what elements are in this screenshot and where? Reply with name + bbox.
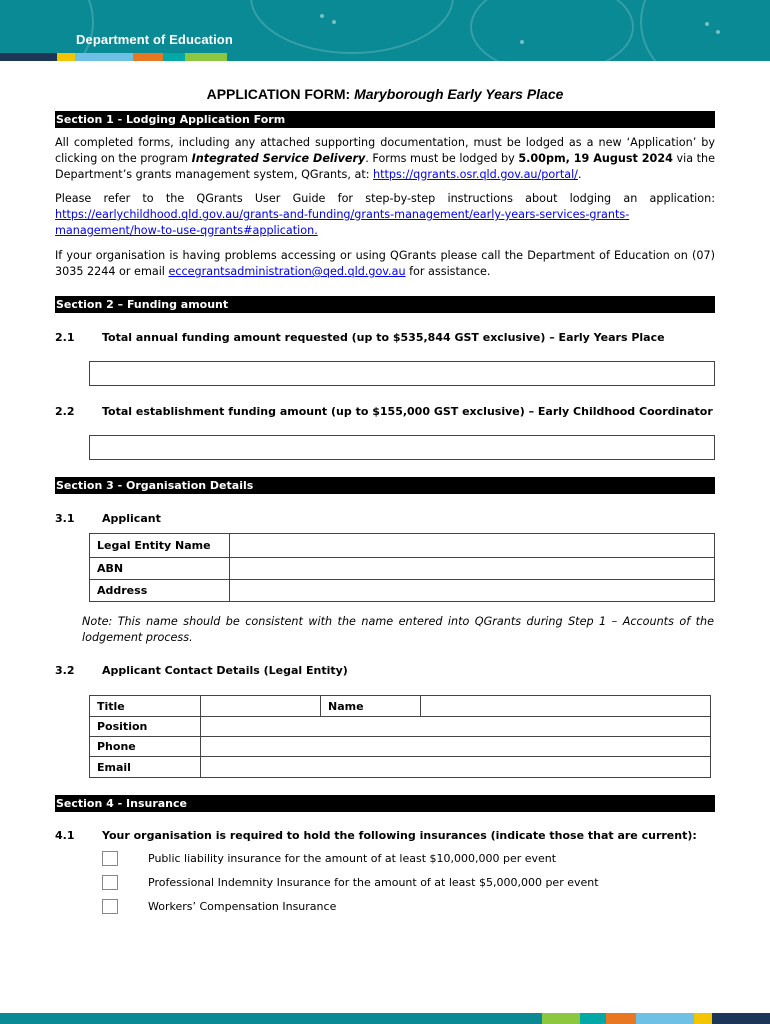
section-1-paragraph-3 bbox=[55, 248, 715, 280]
table-row bbox=[90, 696, 711, 717]
decorative-dot bbox=[705, 22, 709, 26]
phone-field[interactable] bbox=[201, 737, 711, 757]
section-1-heading: Section 1 - Lodging Application Form bbox=[55, 111, 715, 128]
workers-compensation-checkbox[interactable] bbox=[102, 899, 118, 914]
department-name: Department of Education bbox=[76, 32, 233, 47]
title-field[interactable] bbox=[201, 696, 321, 717]
decorative-pattern bbox=[640, 0, 770, 61]
public-liability-label: Public liability insurance for the amount of at least $10,000,000 per event bbox=[148, 852, 557, 865]
question-4-1-label: Your organisation is required to hold the following insurances (indicate those that are current): bbox=[102, 829, 697, 842]
color-stripe bbox=[542, 1013, 580, 1024]
color-stripe bbox=[0, 53, 57, 61]
question-2-2-label: Total establishment funding amount (up to $155,000 GST exclusive) – Early Childhood Coordinator bbox=[102, 405, 713, 418]
table-row bbox=[90, 558, 715, 580]
legal-entity-name-field[interactable] bbox=[230, 534, 715, 558]
decorative-dot bbox=[716, 30, 720, 34]
text: . bbox=[577, 168, 582, 181]
question-number: 3.1 bbox=[55, 512, 75, 525]
section-1-paragraph-1 bbox=[55, 135, 715, 183]
table-row bbox=[90, 737, 711, 757]
address-field[interactable] bbox=[230, 580, 715, 602]
question-2-1-label: Total annual funding amount requested (up to $535,844 GST exclusive) – Early Years Place bbox=[102, 331, 665, 344]
workers-compensation-label: Workers’ Compensation Insurance bbox=[148, 900, 337, 913]
legal-entity-name-label: Legal Entity Name bbox=[90, 534, 230, 558]
qgrants-guide-link[interactable]: https://earlychildhood.qld.gov.au/grants-and-funding/grants-management/early-years-services-grants-management/how-to-use-qgrants#application. bbox=[55, 208, 630, 237]
annual-funding-input[interactable] bbox=[89, 361, 715, 386]
decorative-pattern bbox=[470, 0, 634, 61]
applicant-table bbox=[89, 533, 715, 602]
abn-field[interactable] bbox=[230, 558, 715, 580]
text: All completed forms, including any attached supporting documentation, must be lodged as a new ‘Application’ by clicking on the program bbox=[55, 136, 715, 165]
text: If your organisation is having problems accessing or using QGrants please call the Department of Education on (07) 3035 2244 or email bbox=[55, 249, 715, 278]
question-3-2-label: Applicant Contact Details (Legal Entity) bbox=[102, 664, 348, 677]
text: . Forms must be lodged by bbox=[365, 152, 519, 165]
position-field[interactable] bbox=[201, 717, 711, 737]
color-stripe bbox=[694, 1013, 712, 1024]
table-row bbox=[90, 534, 715, 558]
deadline: 5.00pm, 19 August 2024 bbox=[518, 152, 673, 165]
table-row bbox=[90, 717, 711, 737]
text: Please refer to the QGrants User Guide for step-by-step instructions about lodging an application: bbox=[55, 192, 715, 205]
position-label: Position bbox=[90, 717, 201, 737]
color-stripe bbox=[712, 1013, 770, 1024]
color-stripe bbox=[57, 53, 75, 61]
color-stripe bbox=[163, 53, 185, 61]
section-4-heading: Section 4 - Insurance bbox=[55, 795, 715, 812]
establishment-funding-input[interactable] bbox=[89, 435, 715, 460]
email-label: Email bbox=[90, 757, 201, 778]
phone-label: Phone bbox=[90, 737, 201, 757]
color-stripe bbox=[75, 53, 133, 61]
professional-indemnity-label: Professional Indemnity Insurance for the amount of at least $5,000,000 per event bbox=[148, 876, 599, 889]
applicant-note: Note: This name should be consistent with the name entered into QGrants during Step 1 – Accounts of the lodgement process. bbox=[82, 615, 714, 644]
professional-indemnity-checkbox[interactable] bbox=[102, 875, 118, 890]
question-number: 4.1 bbox=[55, 829, 75, 842]
question-3-1-label: Applicant bbox=[102, 512, 161, 525]
text: via the Department’s grants management system, QGrants, at: bbox=[55, 152, 715, 181]
title-prefix: APPLICATION FORM: bbox=[206, 86, 355, 102]
program-name: Integrated Service Delivery bbox=[191, 152, 366, 165]
page-title bbox=[0, 86, 770, 102]
decorative-pattern bbox=[250, 0, 454, 54]
color-stripe bbox=[133, 53, 163, 61]
name-label: Name bbox=[321, 696, 421, 717]
color-stripe bbox=[606, 1013, 636, 1024]
email-field[interactable] bbox=[201, 757, 711, 778]
name-field[interactable] bbox=[421, 696, 711, 717]
decorative-pattern bbox=[0, 0, 94, 61]
decorative-dot bbox=[320, 14, 324, 18]
table-row bbox=[90, 757, 711, 778]
title-program-name: Maryborough Early Years Place bbox=[354, 86, 564, 102]
section-3-heading: Section 3 - Organisation Details bbox=[55, 477, 715, 494]
section-2-heading: Section 2 – Funding amount bbox=[55, 296, 715, 313]
decorative-dot bbox=[520, 40, 524, 44]
section-1-paragraph-2 bbox=[55, 191, 715, 239]
color-stripe bbox=[580, 1013, 606, 1024]
header-banner bbox=[0, 0, 770, 61]
color-stripe bbox=[636, 1013, 694, 1024]
decorative-dot bbox=[332, 20, 336, 24]
contact-table bbox=[89, 695, 711, 778]
abn-label: ABN bbox=[90, 558, 230, 580]
question-number: 2.1 bbox=[55, 331, 75, 344]
support-email-link[interactable]: eccegrantsadministration@qed.qld.gov.au bbox=[168, 265, 406, 278]
address-label: Address bbox=[90, 580, 230, 602]
question-number: 2.2 bbox=[55, 405, 75, 418]
public-liability-checkbox[interactable] bbox=[102, 851, 118, 866]
text: for assistance. bbox=[405, 265, 491, 278]
question-number: 3.2 bbox=[55, 664, 75, 677]
color-stripe bbox=[185, 53, 227, 61]
title-label: Title bbox=[90, 696, 201, 717]
table-row bbox=[90, 580, 715, 602]
qgrants-portal-link[interactable]: https://qgrants.osr.qld.gov.au/portal/ bbox=[373, 168, 578, 181]
